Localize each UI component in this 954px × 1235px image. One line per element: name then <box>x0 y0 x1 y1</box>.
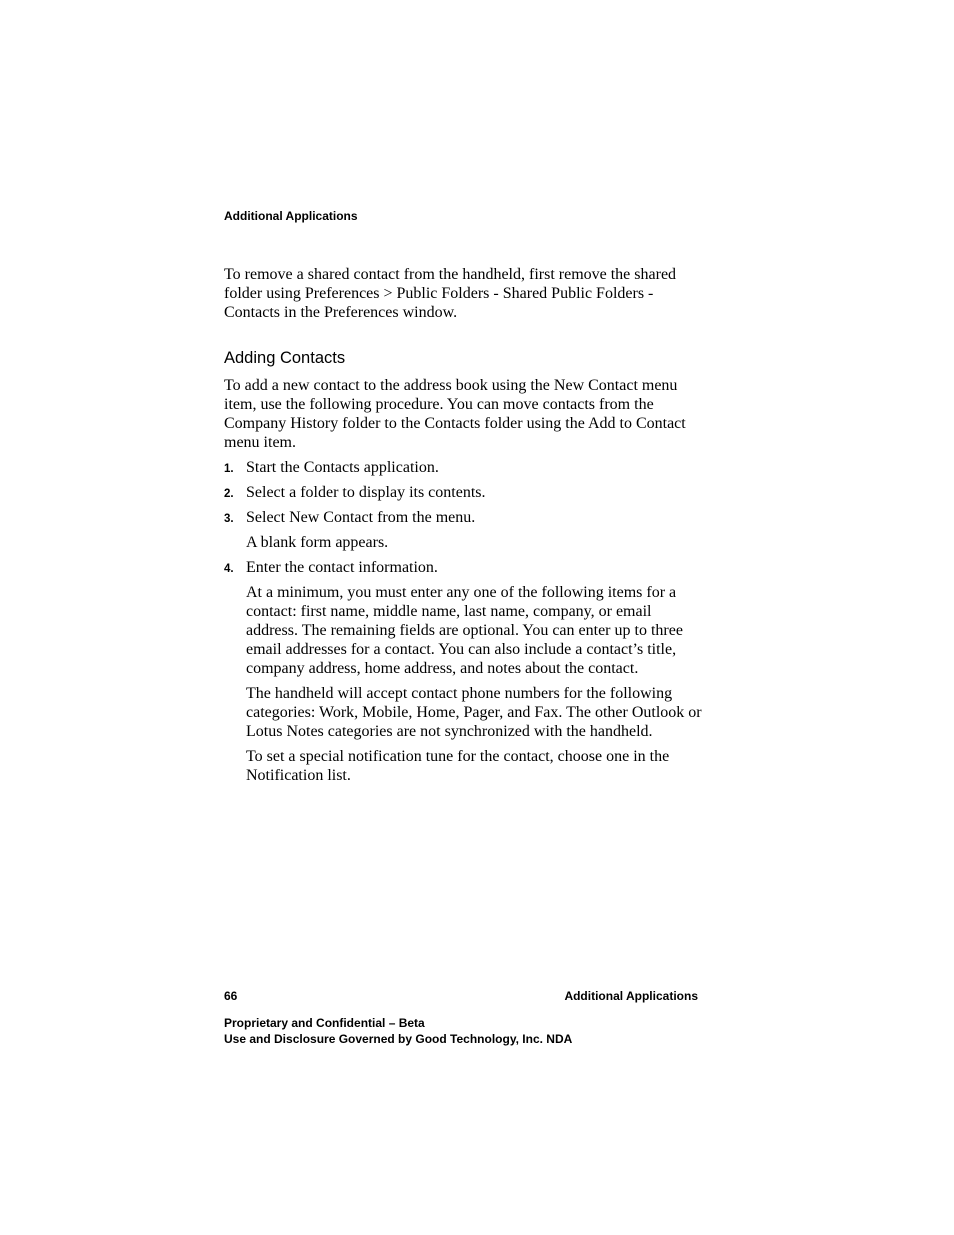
procedure-steps <box>224 458 702 785</box>
step-text: Select a folder to display its contents. <box>246 484 486 501</box>
section-heading: Adding Contacts <box>224 349 346 367</box>
intro-paragraph: To remove a shared contact from the handheld, first remove the shared folder using Preferences > Public Folders - Shared Public Folders - Contacts in the Preferences window. <box>224 266 677 321</box>
confidentiality-line-2: Use and Disclosure Governed by Good Technology, Inc. NDA <box>224 1032 573 1046</box>
step-2 <box>224 483 702 502</box>
step-text: Select New Contact from the menu. <box>246 509 476 526</box>
step-4 <box>224 558 702 785</box>
step-number: 1. <box>224 463 234 475</box>
step-note: At a minimum, you must enter any one of the following items for a contact: first name, middle name, last name, company, or email address. The remaining fields are optional. You can enter up to three email addresses for a contact. You can also include a contact’s title, company address, home address, and notes about the contact. <box>246 584 683 677</box>
step-number: 2. <box>224 488 234 500</box>
step-3 <box>224 508 702 552</box>
step-1 <box>224 458 702 477</box>
step-number: 4. <box>224 563 234 575</box>
step-text: Start the Contacts application. <box>246 459 439 476</box>
step-note: To set a special notification tune for the contact, choose one in the Notification list. <box>246 748 670 784</box>
step-text: Enter the contact information. <box>246 559 438 576</box>
running-header: Additional Applications <box>224 209 358 223</box>
page-number: 66 <box>224 989 238 1003</box>
confidentiality-notice <box>224 1015 572 1047</box>
confidentiality-line-1: Proprietary and Confidential – Beta <box>224 1016 425 1030</box>
step-note: A blank form appears. <box>246 534 389 551</box>
footer-chapter-title: Additional Applications <box>564 989 698 1003</box>
page-content <box>224 265 702 791</box>
step-number: 3. <box>224 513 234 525</box>
step-note: The handheld will accept contact phone numbers for the following categories: Work, Mobile, Home, Pager, and Fax. The other Outlook or Lotus Notes categories are not synchronized with the handheld. <box>246 685 702 740</box>
section-intro-paragraph: To add a new contact to the address book using the New Contact menu item, use the following procedure. You can move contacts from the Company History folder to the Contacts folder using the Add to Contact menu item. <box>224 377 686 451</box>
